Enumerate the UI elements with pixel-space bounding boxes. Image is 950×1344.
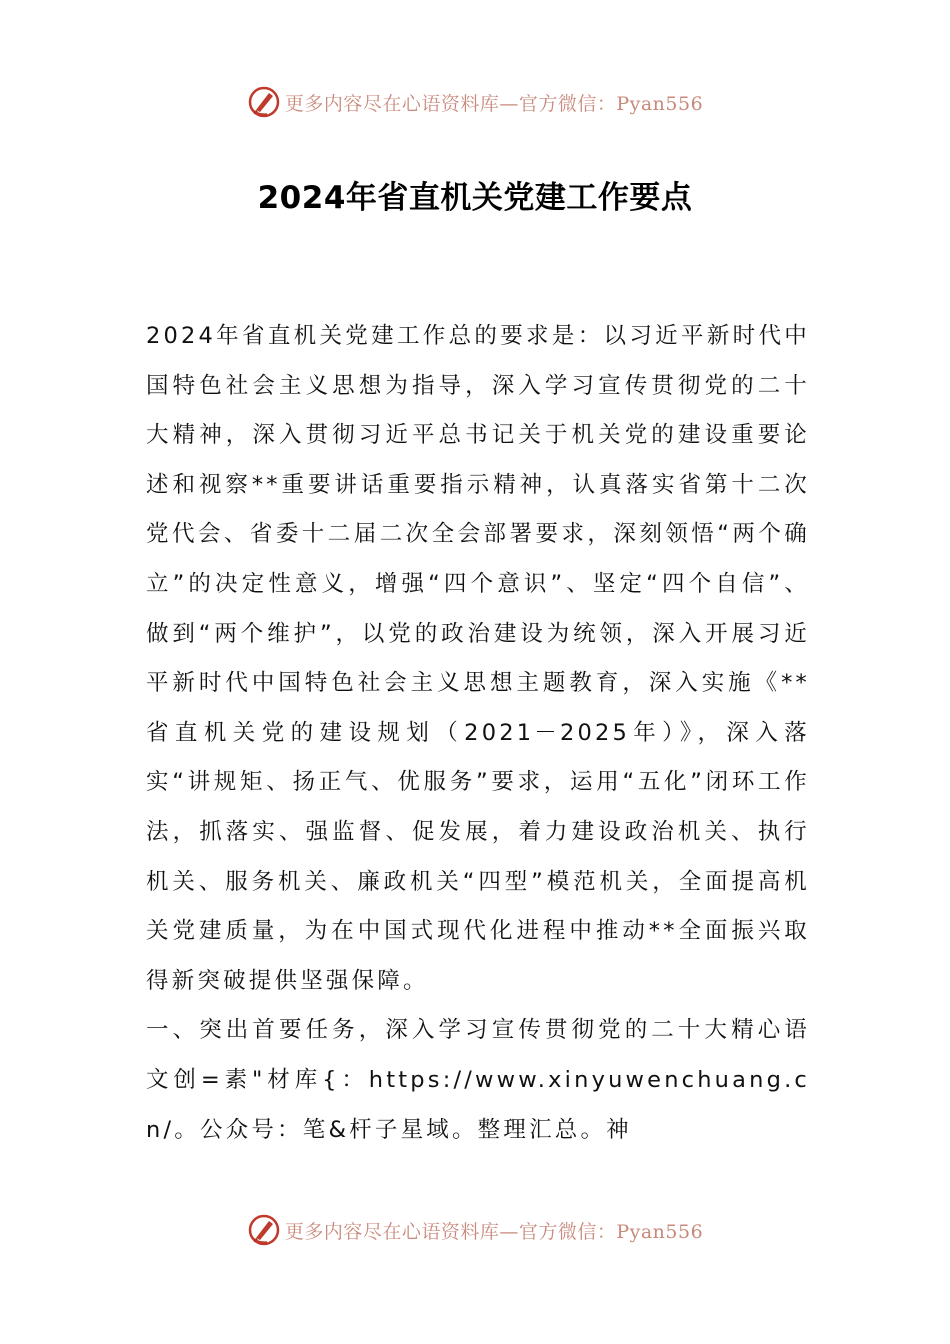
paragraph-general-requirements: 2024年省直机关党建工作总的要求是：以习近平新时代中国特色社会主义思想为指导，深入学习宣传贯彻党的二十大精神，深入贯彻习近平总书记关于机关党的建设重要论述和视察**重要讲话重要指示精神，认真落实省第十二次党代会、省委十二届二次全会部署要求，深刻领悟“两个确立”的决定性意义，增强“四个意识”、坚定“四个自信”、做到“两个维护”，以党的政治建设为统领，深入开展习近平新时代中国特色社会主义思想主题教育，深入实施《**省直机关党的建设规划（2021－2025年）》，深入落实“讲规矩、扬正气、优服务”要求，运用“五化”闭环工作法，抓落实、强监督、促发展，着力建设政治机关、执行机关、服务机关、廉政机关“四型”模范机关，全面提高机关党建质量，为在中国式现代化进程中推动**全面振兴取得新突破提供坚强保障。 [146, 323, 810, 994]
header-banner-text: 更多内容尽在心语资料库—官方微信：Pyan556 [284, 92, 704, 115]
pen-logo-icon [247, 85, 281, 119]
header-banner [0, 80, 950, 124]
document-body [146, 312, 810, 1155]
paragraph-section-one: 一、突出首要任务，深入学习宣传贯彻党的二十大精心语文创=素"材库{：https://www.xinyuwenchuang.cn/。公众号：笔&杆子星域。整理汇总。神 [146, 1017, 810, 1143]
document-title: 2024年省直机关党建工作要点 [257, 180, 693, 216]
footer-banner-text: 更多内容尽在心语资料库—官方微信：Pyan556 [284, 1220, 704, 1243]
footer-banner [0, 1208, 950, 1252]
pen-logo-icon [247, 1213, 281, 1247]
